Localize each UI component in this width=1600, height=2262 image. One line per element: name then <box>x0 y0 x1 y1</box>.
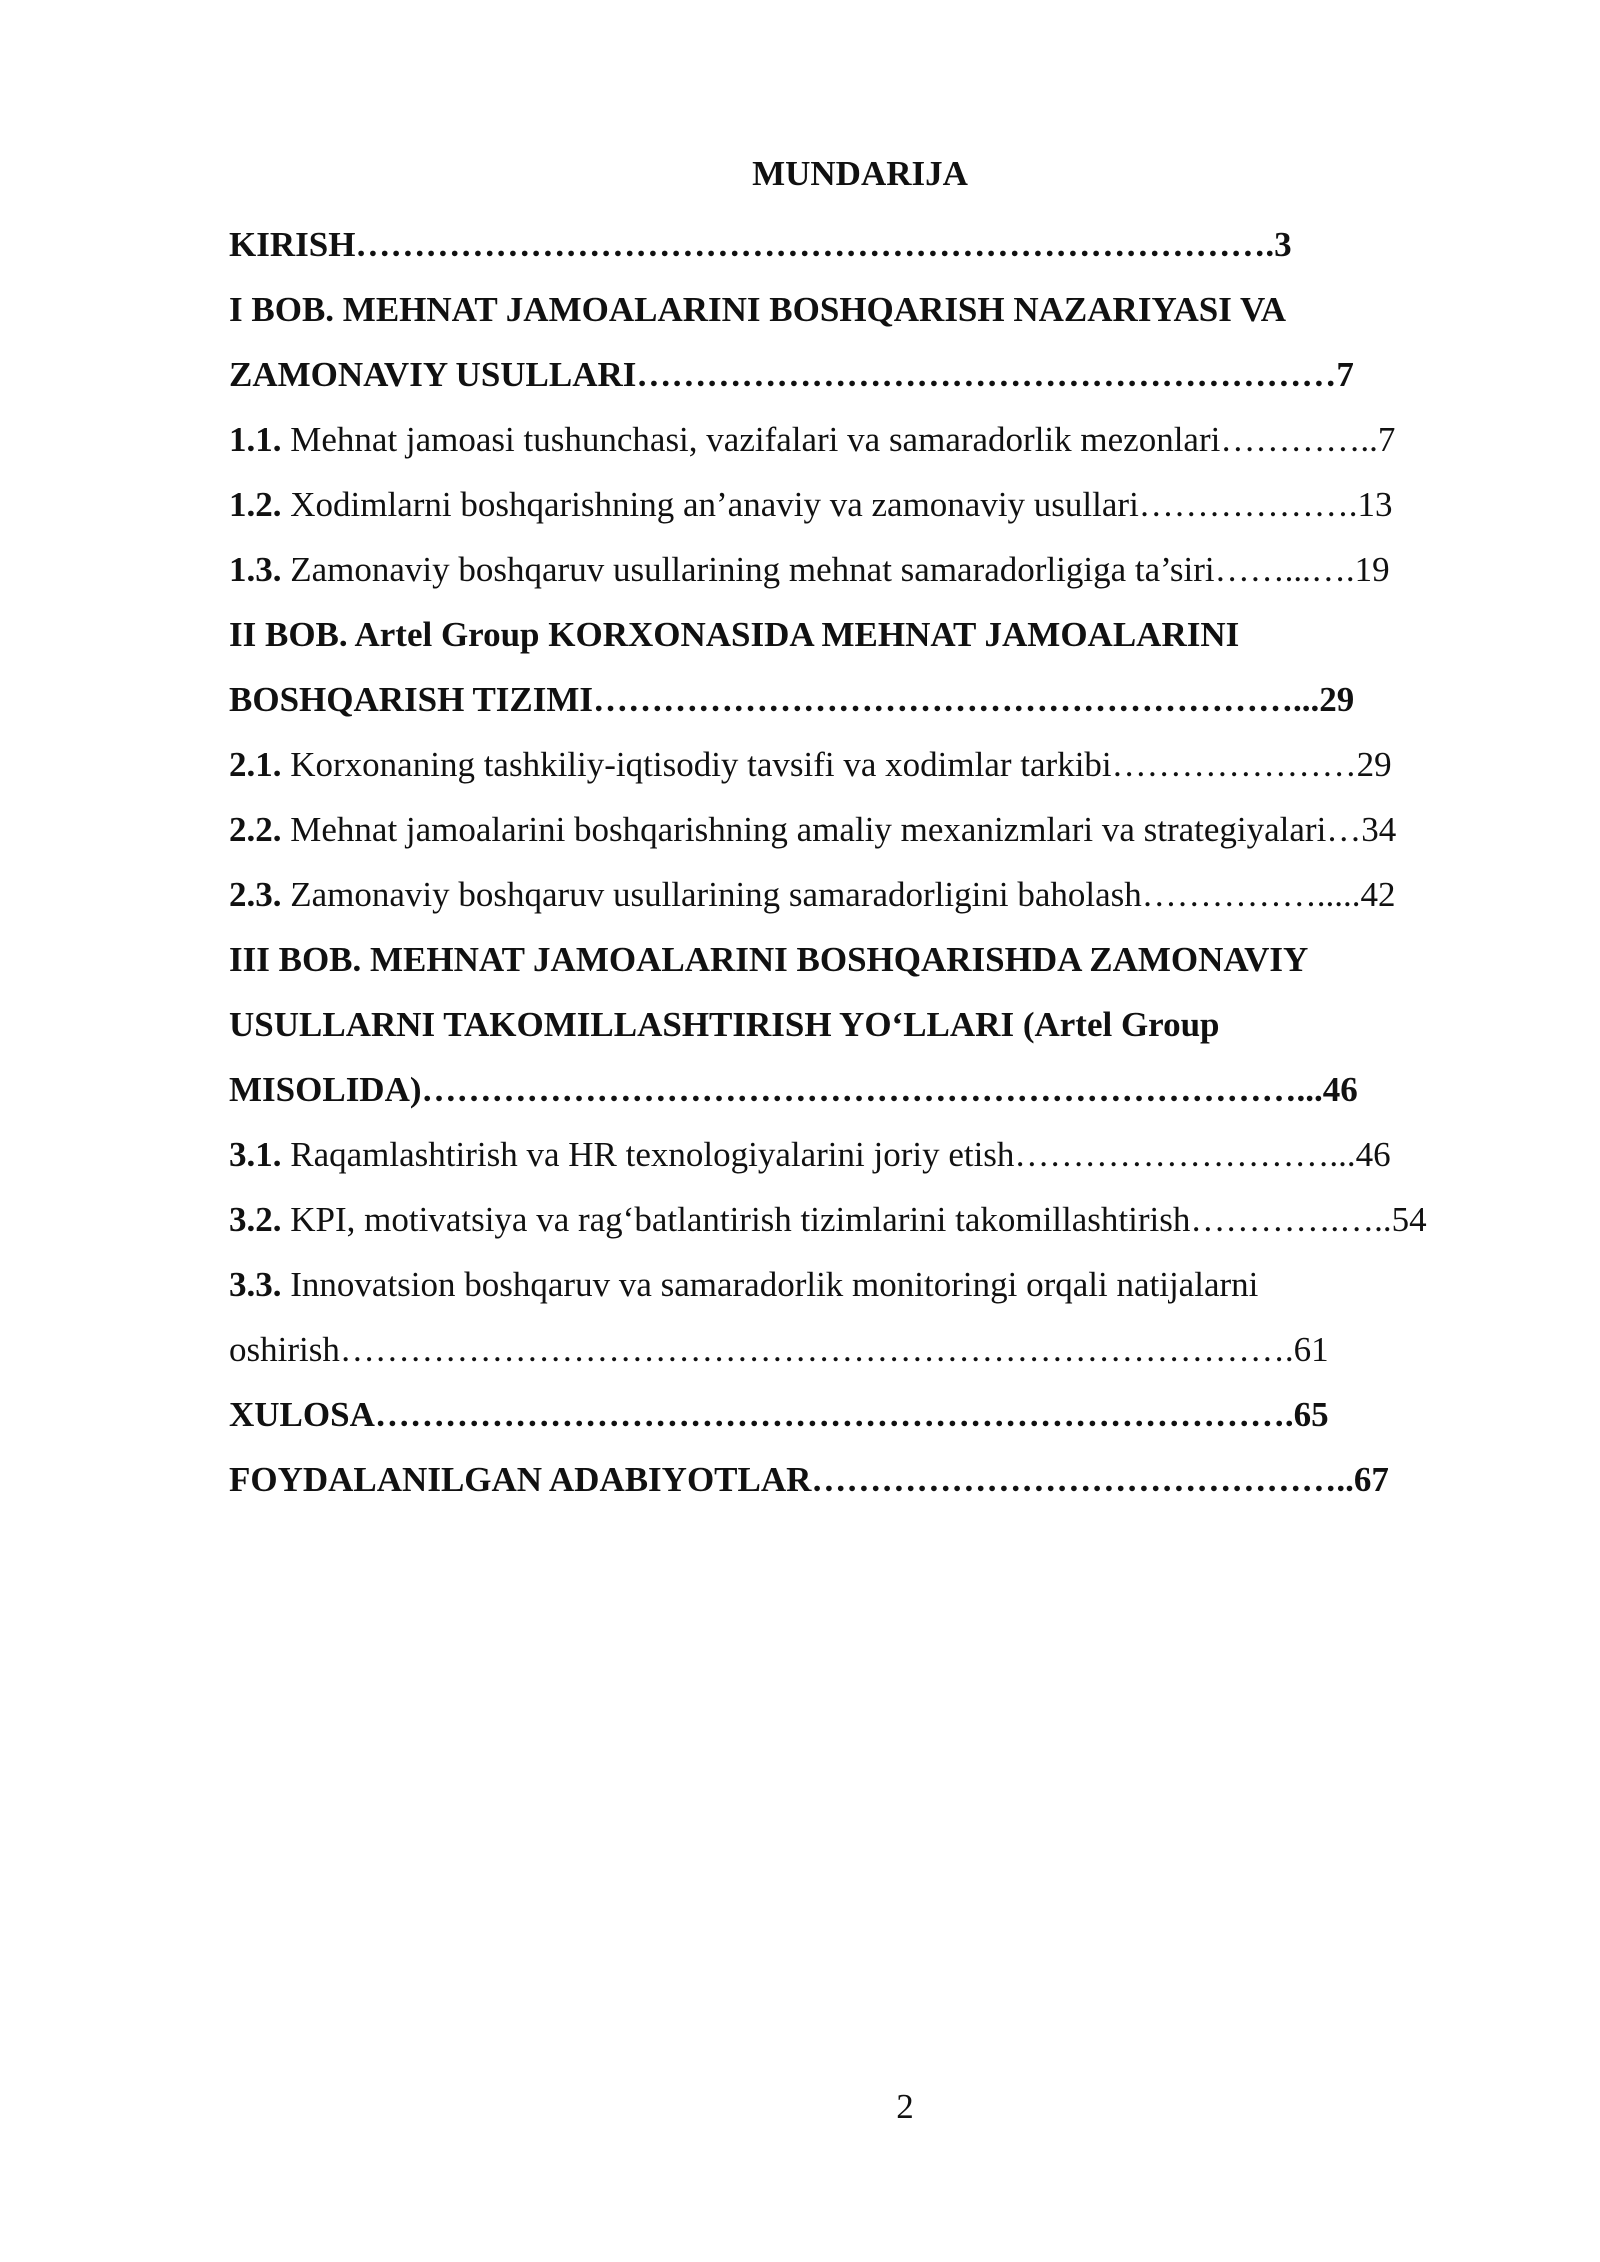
toc-entry-section-1-2 <box>229 473 1393 537</box>
section-number: 3.2. <box>229 1200 282 1239</box>
toc-entry-chapter-1-line-2: ZAMONAVIY USULLARI……………………………………………………7 <box>229 355 1354 394</box>
toc-entry-section-3-1 <box>229 1123 1391 1187</box>
toc-entry-section-3-2 <box>229 1188 1427 1252</box>
toc-entry-xulosa: XULOSA…………………………………………………………………….65 <box>229 1395 1329 1434</box>
toc-entry-section-1-3 <box>229 538 1390 602</box>
section-title: Innovatsion boshqaruv va samaradorlik monitoringi orqali natijalarni <box>281 1265 1259 1304</box>
toc-entry-chapter-3-line-1: III BOB. MEHNAT JAMOALARINI BOSHQARISHDA ZAMONAVIY <box>229 940 1309 979</box>
page-number: 2 <box>896 2087 914 2126</box>
section-number: 3.3. <box>229 1265 282 1304</box>
section-title: Mehnat jamoalarini boshqarishning amaliy mexanizmlari va strategiyalari…34 <box>281 810 1397 849</box>
toc-entry-kirish: KIRISH…………………………………………………………………….3 <box>229 225 1292 264</box>
toc-entry-section-2-2 <box>229 798 1396 862</box>
section-number: 1.2. <box>229 485 282 524</box>
toc-entry-chapter-1-line-1: I BOB. MEHNAT JAMOALARINI BOSHQARISH NAZARIYASI VA <box>229 290 1287 329</box>
section-number: 1.3. <box>229 550 282 589</box>
section-number: 3.1. <box>229 1135 282 1174</box>
toc-entry-chapter-2-line-2: BOSHQARISH TIZIMI……………………………………………………...29 <box>229 680 1355 719</box>
section-number: 2.2. <box>229 810 282 849</box>
toc-entry-chapter-2-line-1: II BOB. Artel Group KORXONASIDA MEHNAT JAMOALARINI <box>229 615 1240 654</box>
toc-entry-section-2-3 <box>229 863 1395 927</box>
toc-entry-chapter-3-line-3: MISOLIDA)…………………………………………………………………...46 <box>229 1070 1358 1109</box>
section-title: Xodimlarni boshqarishning an’anaviy va zamonaviy usullari……………….13 <box>281 485 1393 524</box>
toc-entry-chapter-3-line-2: USULLARNI TAKOMILLASHTIRISH YO‘LLARI (Artel Group <box>229 1005 1220 1044</box>
toc-entry-section-3-3 <box>229 1253 1258 1317</box>
toc-entry-section-1-1 <box>229 408 1395 472</box>
toc-entry-section-2-1 <box>229 733 1392 797</box>
section-title: Raqamlashtirish va HR texnologiyalarini joriy etish………………………...46 <box>281 1135 1391 1174</box>
section-title: KPI, motivatsiya va rag‘batlantirish tizimlarini takomillashtirish………….…..54 <box>281 1200 1427 1239</box>
toc-entry-adabiyotlar: FOYDALANILGAN ADABIYOTLAR………………………………………..67 <box>229 1460 1389 1499</box>
section-title: Mehnat jamoasi tushunchasi, vazifalari va samaradorlik mezonlari…………..7 <box>281 420 1396 459</box>
toc-title: MUNDARIJA <box>752 154 968 193</box>
section-number: 2.1. <box>229 745 282 784</box>
toc-entry-section-3-3-continued: oshirish……………………………………………………………………….61 <box>229 1330 1329 1369</box>
section-title: Korxonaning tashkiliy-iqtisodiy tavsifi va xodimlar tarkibi…………………29 <box>281 745 1392 784</box>
section-title: Zamonaviy boshqaruv usullarining mehnat samaradorligiga ta’siri……...….19 <box>281 550 1390 589</box>
section-number: 1.1. <box>229 420 282 459</box>
section-title: Zamonaviy boshqaruv usullarining samaradorligini baholash…………….....42 <box>281 875 1396 914</box>
section-number: 2.3. <box>229 875 282 914</box>
